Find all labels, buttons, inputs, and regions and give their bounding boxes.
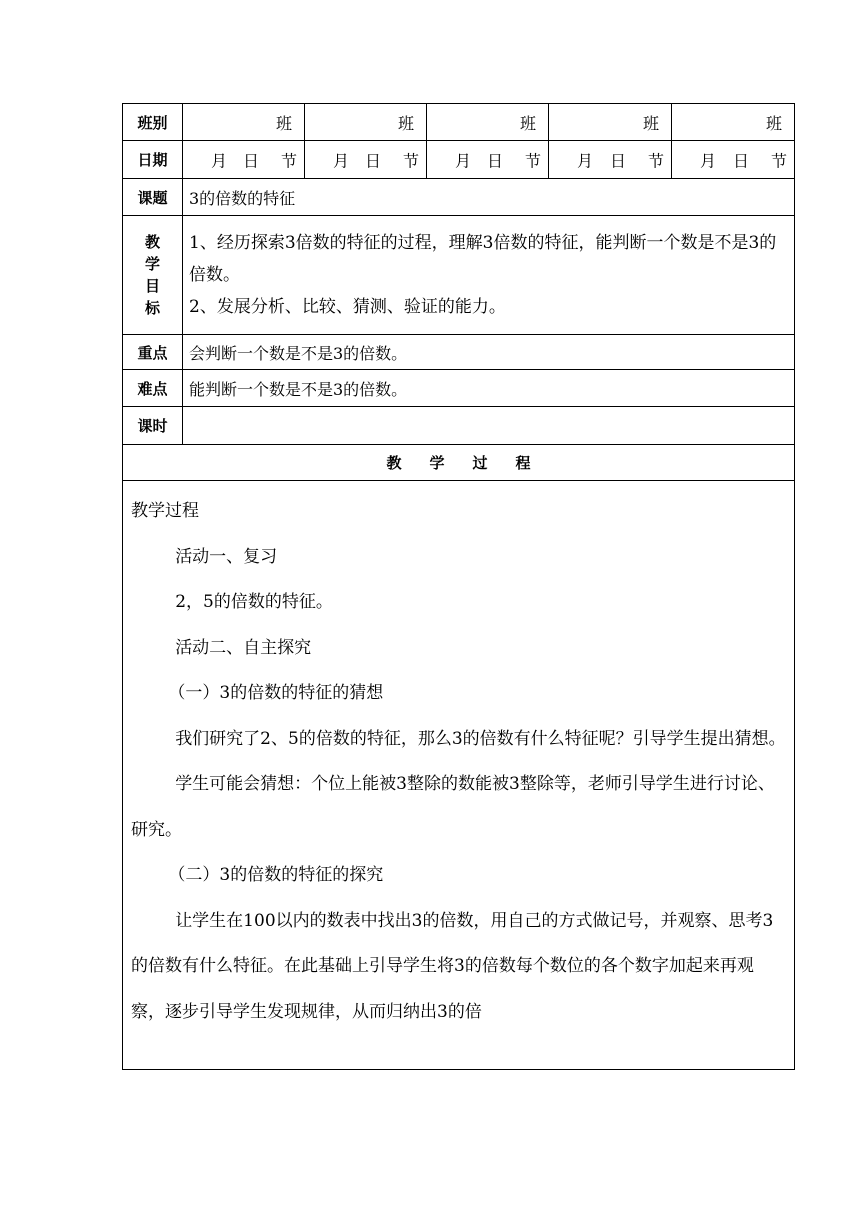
month-unit: 月 (455, 151, 472, 170)
process-title: 教 学 过 程 (123, 445, 795, 481)
day-unit: 日 (610, 151, 627, 170)
process-paragraph-6: 我们研究了2、5的倍数的特征，那么3的倍数有什么特征呢？引导学生提出猜想。 (175, 728, 786, 749)
process-paragraph-4: 活动二、自主探究 (175, 637, 312, 658)
key-point-row (123, 335, 795, 370)
date-cell-4 (549, 141, 672, 179)
process-paragraph-9: 让学生在100以内的数表中找出3的倍数，用自己的方式做记号，并观察、思考3的倍数有什么特征。在此基础上引导学生将3的倍数每个数位的各个数字加起来再观察，逐步引导学生发现规律，从而归纳出3的倍 (131, 910, 774, 1022)
month-unit: 月 (577, 151, 594, 170)
hours-row (123, 407, 795, 445)
class-cell-3: 班 (427, 104, 549, 141)
process-paragraph-5: （一）3的倍数的特征的猜想 (168, 683, 384, 703)
date-label: 日期 (123, 141, 183, 179)
process-body-row (123, 481, 795, 1070)
process-paragraph-3: 2，5的倍数的特征。 (175, 592, 333, 612)
difficulty-row (123, 370, 795, 407)
process-paragraph-7: 学生可能会猜想：个位上能被3整除的数能被3整除等，老师引导学生进行讨论、研究。 (131, 774, 775, 840)
month-unit: 月 (333, 151, 350, 170)
topic-row (123, 179, 795, 216)
month-unit: 月 (700, 151, 717, 170)
day-unit: 日 (733, 151, 750, 170)
lesson-plan-table (122, 103, 795, 1070)
difficulty-value: 能判断一个数是不是3的倍数。 (183, 370, 795, 407)
topic-value: 3的倍数的特征 (183, 179, 795, 216)
date-row (123, 141, 795, 179)
period-unit: 节 (648, 151, 665, 170)
period-unit: 节 (403, 151, 420, 170)
hours-label: 课时 (123, 407, 183, 445)
objective-line-1: 1、经历探索3倍数的特征的过程，理解3倍数的特征，能判断一个数是不是3的倍数。 (189, 233, 777, 285)
process-paragraph-2: 活动一、复习 (175, 546, 278, 567)
period-unit: 节 (771, 151, 788, 170)
date-cell-1 (183, 141, 305, 179)
class-label: 班别 (123, 104, 183, 141)
objective-line-2: 2、发展分析、比较、猜测、验证的能力。 (189, 297, 506, 317)
objective-label: 教 学 目 标 (123, 216, 183, 335)
class-cell-1: 班 (183, 104, 305, 141)
process-body (123, 481, 795, 1070)
class-cell-4: 班 (549, 104, 672, 141)
month-unit: 月 (211, 151, 228, 170)
hours-value (183, 407, 795, 445)
process-paragraph-1: 教学过程 (131, 501, 199, 521)
date-cell-5 (672, 141, 795, 179)
class-cell-2: 班 (305, 104, 427, 141)
period-unit: 节 (281, 151, 298, 170)
class-row (123, 104, 795, 141)
day-unit: 日 (243, 151, 260, 170)
objective-content (183, 216, 795, 335)
objective-row (123, 216, 795, 335)
date-cell-3 (427, 141, 549, 179)
process-title-row (123, 445, 795, 481)
key-point-label: 重点 (123, 335, 183, 370)
lesson-plan-document (122, 103, 794, 1070)
key-point-value: 会判断一个数是不是3的倍数。 (183, 335, 795, 370)
difficulty-label: 难点 (123, 370, 183, 407)
date-cell-2 (305, 141, 427, 179)
topic-label: 课题 (123, 179, 183, 216)
day-unit: 日 (487, 151, 504, 170)
day-unit: 日 (365, 151, 382, 170)
period-unit: 节 (525, 151, 542, 170)
class-cell-5: 班 (672, 104, 795, 141)
process-paragraph-8: （二）3的倍数的特征的探究 (168, 865, 384, 885)
